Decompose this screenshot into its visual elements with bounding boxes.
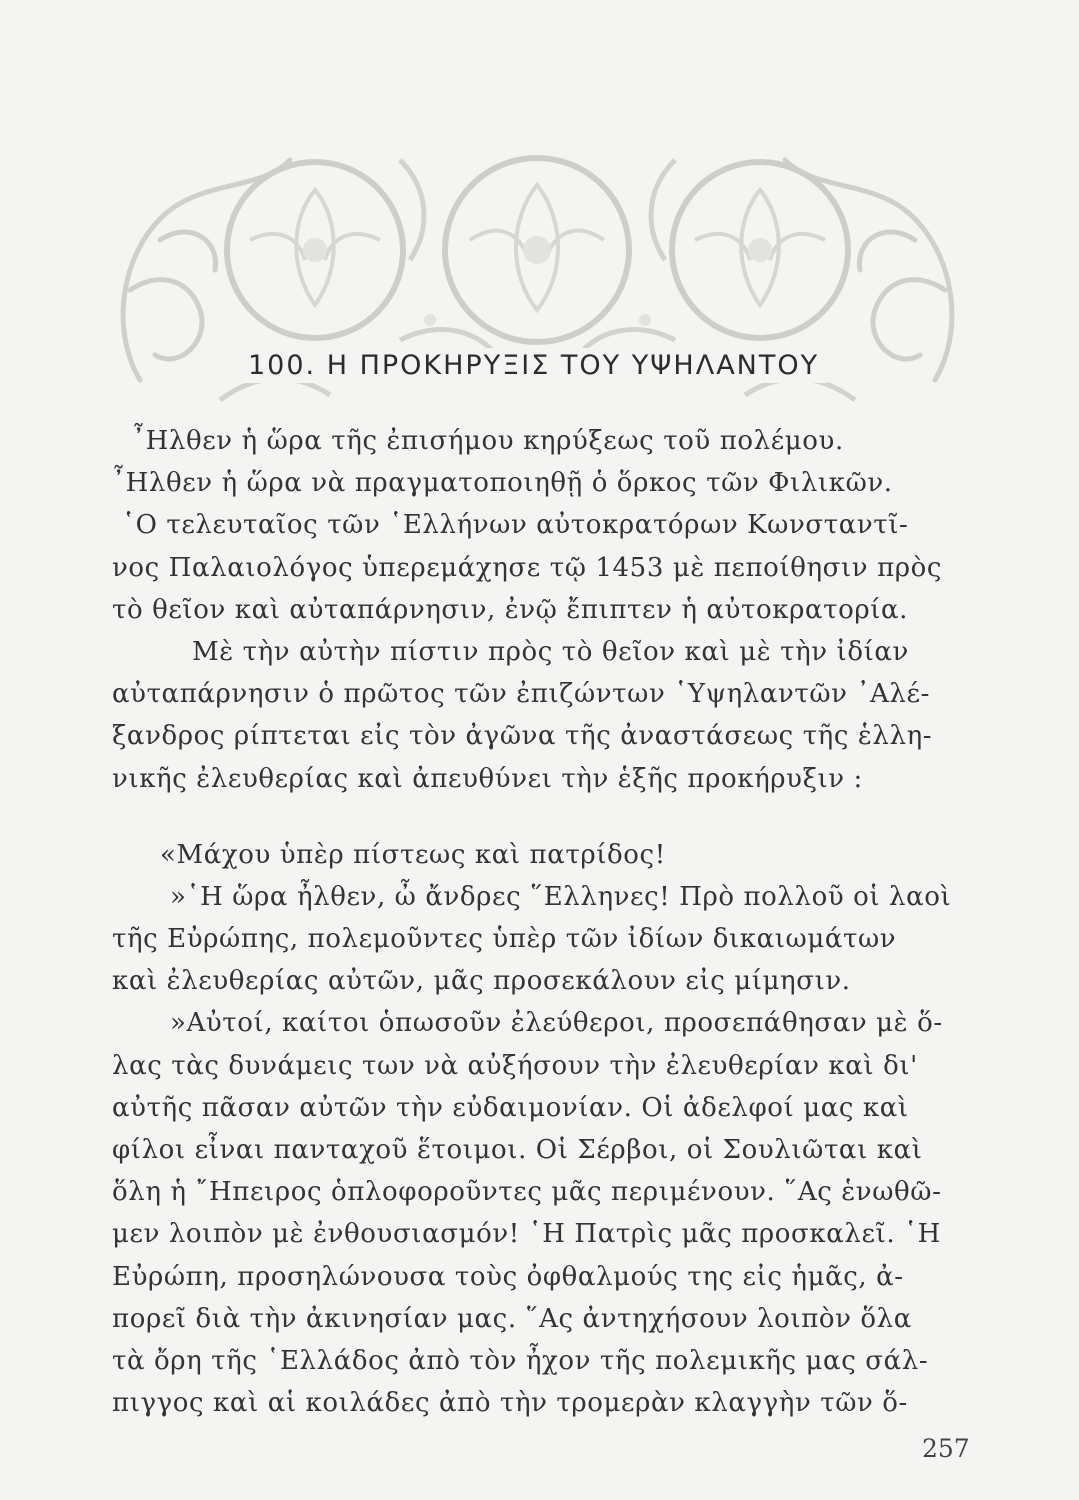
text-line: Εὐρώπη, προσηλώνουσα τοὺς ὀφθαλμούς της εἰς ἡμᾶς, ἀ- (112, 1261, 904, 1292)
text-line: ῏Ηλθεν ἡ ὥρα τῆς ἐπισήμου κηρύξεως τοῦ πολέμου. (132, 426, 844, 456)
text-line: καὶ ἐλευθερίας αὐτῶν, μᾶς προσεκάλουν εἰς μίμησιν. (112, 966, 851, 997)
paragraph-gap (112, 800, 967, 834)
text-line: τῆς Εὐρώπης, πολεμοῦντες ὑπὲρ τῶν ἰδίων δικαιωμάτων (112, 924, 897, 955)
text-line: πιγγος καὶ αἱ κοιλάδες ἀπὸ τὴν τρομερὰν κλαγγὴν τῶν ὅ- (112, 1388, 908, 1419)
page-number: 257 (922, 1434, 970, 1463)
text-line: πορεῖ διὰ τὴν ἀκινησίαν μας. ῞Ας ἀντηχήσουν λοιπὸν ὅλα (112, 1303, 912, 1334)
text-line: »῾Η ὥρα ἦλθεν, ὦ ἄνδρες ῞Ελληνες! Πρὸ πολλοῦ οἱ λαοὶ (170, 881, 952, 912)
text-line: νος Παλαιολόγος ὑπερεμάχησε τῷ 1453 μὲ πεποίθησιν πρὸς (112, 552, 943, 583)
text-line: τὰ ὄρη τῆς ῾Ελλάδος ἀπὸ τὸν ἦχον τῆς πολεμικῆς μας σάλ- (112, 1345, 929, 1376)
text-line: τὸ θεῖον καὶ αὐταπάρνησιν, ἐνῷ ἔπιπτεν ἡ αὐτοκρατορία. (112, 594, 909, 625)
text-line: ῏Ηλθεν ἡ ὥρα νὰ πραγματοποιηθῇ ὁ ὅρκος τῶν Φιλικῶν. (112, 468, 893, 499)
text-line: φίλοι εἶναι πανταχοῦ ἕτοιμοι. Οἱ Σέρβοι, οἱ Σουλιῶται καὶ (112, 1135, 923, 1165)
text-line: ὅλη ἡ ῎Ηπειρος ὁπλοφοροῦντες μᾶς περιμένουν. ῞Ας ἑνωθῶ- (112, 1177, 942, 1208)
chapter-title: 100. Η ΠΡΟΚΗΡΥΞΙΣ ΤΟΥ ΥΨΗΛΑΝΤΟΥ (240, 348, 827, 383)
text-line: ῾Ο τελευταῖος τῶν ῾Ελλήνων αὐτοκρατόρων Κωνσταντῖ- (122, 510, 909, 541)
text-line: αὐταπάρνησιν ὁ πρῶτος τῶν ἐπιζώντων ῾Υψηλαντῶν ᾿Αλέ- (112, 679, 930, 710)
text-line: αὐτῆς πᾶσαν αὐτῶν τὴν εὐδαιμονίαν. Οἱ ἀδελφοί μας καὶ (112, 1092, 909, 1123)
text-line: »Αὐτοί, καίτοι ὁπωσοῦν ἐλεύθεροι, προσεπάθησαν μὲ ὅ- (170, 1008, 943, 1039)
text-line: «Μάχου ὑπὲρ πίστεως καὶ πατρίδος! (160, 839, 666, 870)
text-line: Μὲ τὴν αὐτὴν πίστιν πρὸς τὸ θεῖον καὶ μὲ τὴν ἰδίαν (192, 636, 909, 667)
text-line: λας τὰς δυνάμεις των νὰ αὐξήσουν τὴν ἐλευθερίαν καὶ δι' (112, 1050, 918, 1081)
text-line: νικῆς ἐλευθερίας καὶ ἀπευθύνει τὴν ἑξῆς προκήρυξιν : (112, 763, 863, 794)
body-text (112, 420, 967, 1424)
text-line: ξανδρος ρίπτεται εἰς τὸν ἀγῶνα τῆς ἀναστάσεως τῆς ἑλλη- (112, 721, 933, 752)
text-line: μεν λοιπὸν μὲ ἐνθουσιασμόν! ῾Η Πατρὶς μᾶς προσκαλεῖ. ῾Η (112, 1219, 941, 1250)
